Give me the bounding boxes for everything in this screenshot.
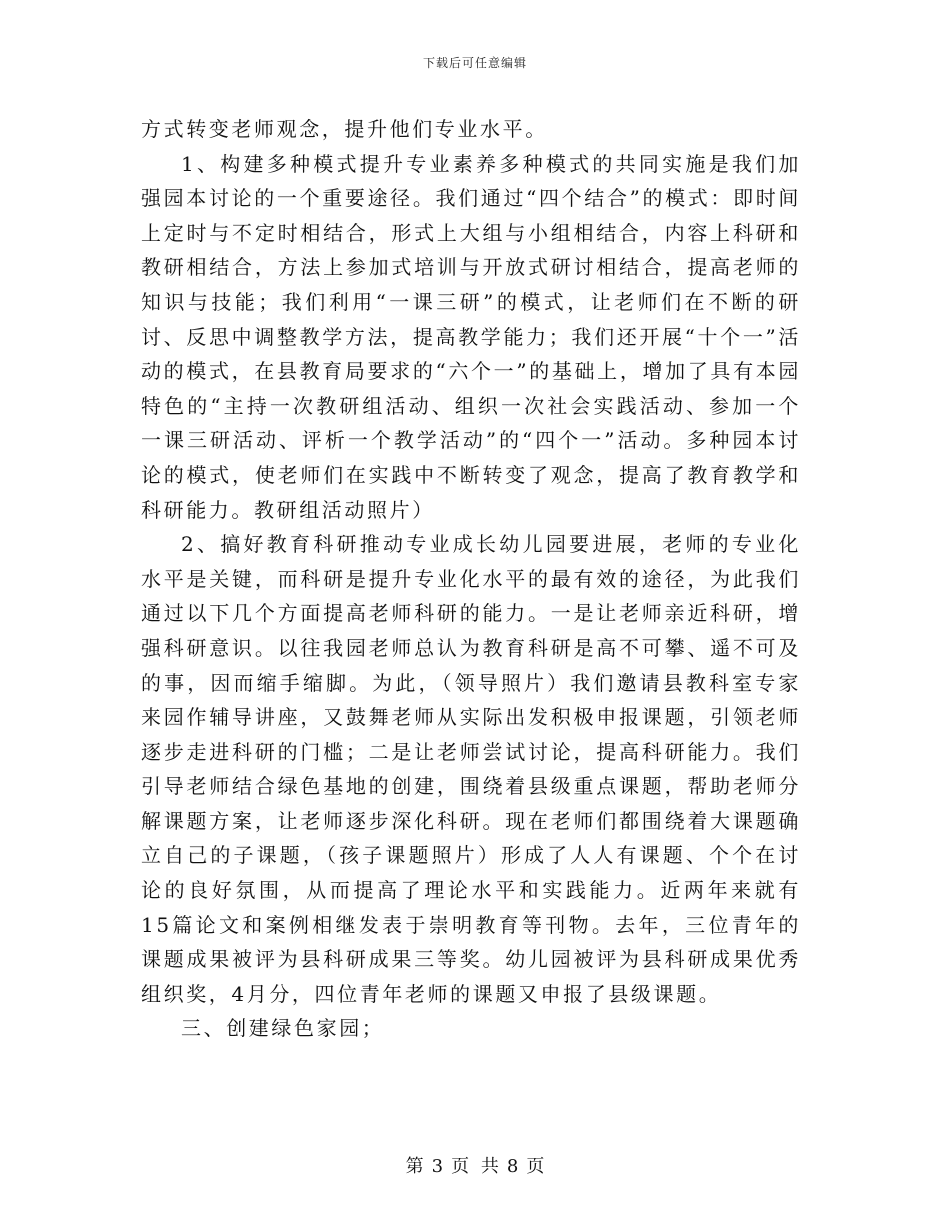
paragraph-4: 三、创建绿色家园；	[181, 1016, 385, 1041]
footer-prefix: 第	[405, 1156, 424, 1177]
paragraph-3: 2、搞好教育科研推动专业成长幼儿园要进展，老师的专业化水平是关键，而科研是提升专业化水平的最有效的途径，为此我们通过以下几个方面提高老师科研的能力。一是让老师亲近科研，增强科研意识。以往我园老师总认为教育科研是高不可攀、遥不可及的事，因而缩手缩脚。为此，（领导照片）我们邀请县教科室专家来园作辅导讲座，又鼓舞老师从实际出发积极申报课题，引领老师逐步走进科研的门槛；二是让老师尝试讨论，提高科研能力。我们引导老师结合绿色基地的创建，围绕着县级重点课题，帮助老师分解课题方案，让老师逐步深化科研。现在老师们都围绕着大课题确立自己的子课题，（孩子课题照片）形成了人人有课题、个个在讨论的良好氛围，从而提高了理论水平和实践能力。近两年来就有15篇论文和案例相继发表于崇明教育等刊物。去年，三位青年的课题成果被评为县科研成果三等奖。幼儿园被评为县科研成果优秀组织奖，4月分，四位青年老师的课题又申报了县级课题。	[141, 532, 801, 1006]
footer-suffix: 页	[526, 1156, 545, 1177]
paragraph-2: 1、构建多种模式提升专业素养多种模式的共同实施是我们加强园本讨论的一个重要途径。我们通过“四个结合”的模式：即时间上定时与不定时相结合，形式上大组与小组相结合，内容上科研和教研相结合，方法上参加式培训与开放式研讨相结合，提高老师的知识与技能；我们利用“一课三研”的模式，让老师们在不断的研讨、反思中调整教学方法，提高教学能力；我们还开展“十个一”活动的模式，在县教育局要求的“六个一”的基础上，增加了具有本园特色的“主持一次教研组活动、组织一次社会实践活动、参加一个一课三研活动、评析一个教学活动”的“四个一”活动。多种园本讨论的模式，使老师们在实践中不断转变了观念，提高了教育教学和科研能力。教研组活动照片）	[141, 151, 801, 522]
page-footer	[0, 1152, 950, 1178]
footer-middle: 页 共	[451, 1156, 499, 1177]
body-text	[141, 112, 801, 1046]
footer-total-pages: 8	[506, 1156, 519, 1177]
footer-page-number: 3	[431, 1156, 444, 1177]
paragraph-1: 方式转变老师观念，提升他们专业水平。	[141, 117, 548, 141]
page-header: 下载后可任意编辑	[422, 56, 527, 70]
